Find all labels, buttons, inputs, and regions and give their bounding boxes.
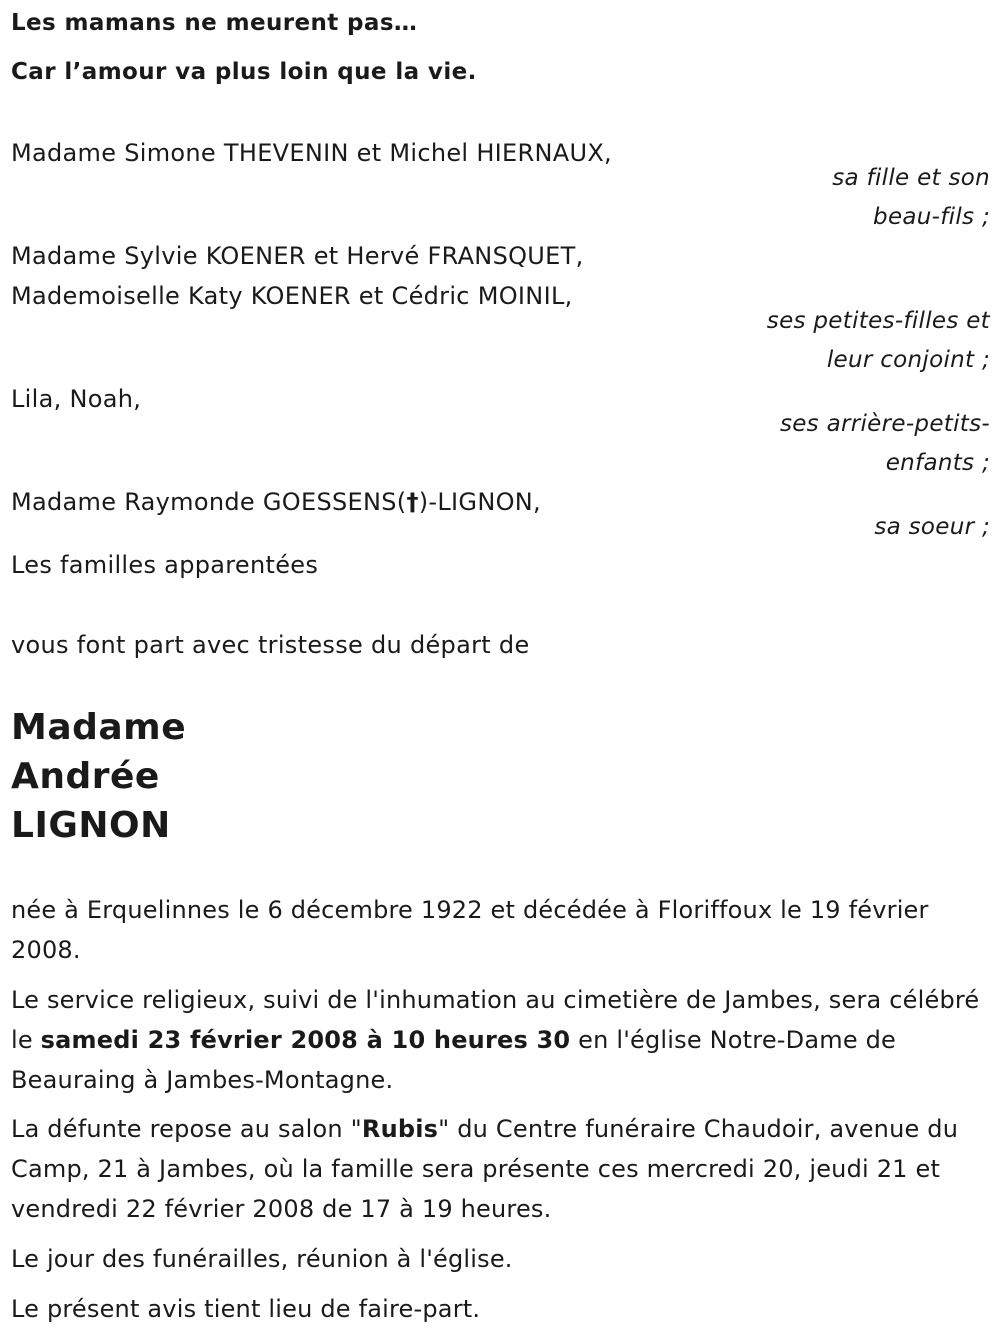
deceased-title: Madame <box>11 707 187 748</box>
rest-text: La défunte repose au salon " <box>11 1115 362 1143</box>
family-relation <box>767 302 990 380</box>
deceased-last-name: LIGNON <box>11 805 171 846</box>
family-name-line <box>11 488 541 516</box>
relation-line: enfants ; <box>885 450 990 476</box>
cross-icon: † <box>406 488 419 516</box>
family-name-line: Madame Sylvie KOENER et Hervé FRANSQUET, <box>11 242 584 270</box>
family-relation <box>874 508 990 547</box>
service-paragraph <box>11 980 991 1100</box>
salon-name: Rubis <box>361 1115 439 1143</box>
family-name-line: Lila, Noah, <box>11 385 142 413</box>
service-text: Le service religieux, suivi de l'inhumation au cimetière de Jambes, sera célébré le <box>11 986 980 1054</box>
family-name-line: Madame Simone THEVENIN et Michel HIERNAUX, <box>11 139 612 167</box>
relation-line: sa fille et son <box>832 165 990 191</box>
deceased-first-name: Andrée <box>11 756 160 797</box>
announce-line: vous font part avec tristesse du départ de <box>11 631 530 659</box>
relation-line: ses petites-filles et <box>766 308 990 334</box>
relation-line: ses arrière-petits- <box>779 411 990 437</box>
funeral-day-paragraph: Le jour des funérailles, réunion à l'église. <box>11 1245 513 1273</box>
epigraph-line-1: Les mamans ne meurent pas… <box>11 10 418 36</box>
family-relation <box>832 159 990 237</box>
family-relation <box>780 405 990 483</box>
rest-details: " du Centre funéraire Chaudoir, avenue du Camp, 21 à Jambes, où la famille sera présente ces mercredi 20, jeudi 21 et vendredi 22 février 2008 de 17 à 19 heures. <box>11 1115 959 1223</box>
relation-line: beau-fils ; <box>873 204 990 230</box>
family-name-line: Mademoiselle Katy KOENER et Cédric MOINIL, <box>11 282 573 310</box>
notice-paragraph: Le présent avis tient lieu de faire-part. <box>11 1295 481 1323</box>
rest-paragraph <box>11 1109 991 1229</box>
families-line: Les familles apparentées <box>11 551 319 579</box>
epigraph-line-2: Car l’amour va plus loin que la vie. <box>11 59 477 85</box>
service-location: en l'église Notre-Dame de Beauraing à Jambes-Montagne. <box>11 1026 897 1094</box>
birth-death-paragraph: née à Erquelinnes le 6 décembre 1922 et décédée à Floriffoux le 19 février 2008. <box>11 896 929 964</box>
service-date: samedi 23 février 2008 à 10 heures 30 <box>40 1026 571 1054</box>
name-suffix: )-LIGNON, <box>418 488 541 516</box>
name-prefix: Madame Raymonde GOESSENS( <box>11 488 407 516</box>
relation-line: leur conjoint ; <box>826 347 990 373</box>
relation-line: sa soeur ; <box>874 514 990 540</box>
